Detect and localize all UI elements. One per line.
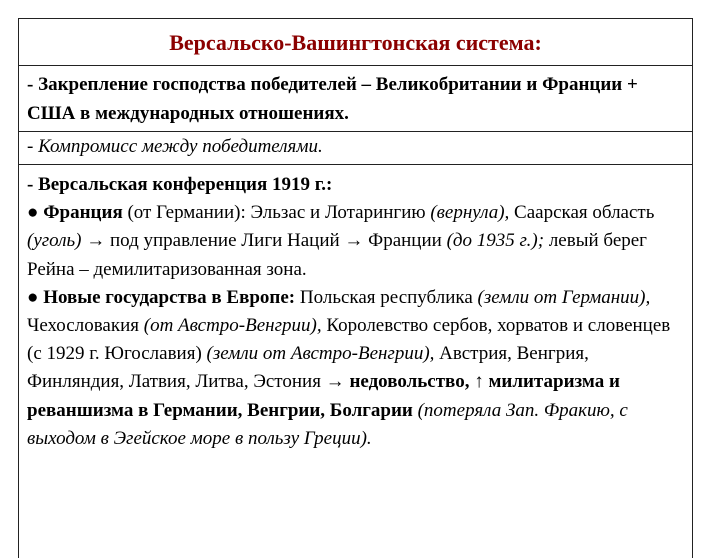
point-dominance: - Закрепление господства победителей – Великобритании и Франции + США в международных отношениях. xyxy=(19,66,692,132)
table-title: Версальско-Вашингтонская система: xyxy=(19,19,692,66)
system-table xyxy=(18,18,693,558)
versailles-heading: - Версальская конференция 1919 г.: xyxy=(27,174,333,195)
france-paragraph: ● Франция (от Германии): Эльзас и Лотарингию (вернула), Саарская область (уголь) → под управление Лиги Наций → Франции (до 1935 г.); левый берег Рейна – демилитаризованная зона. xyxy=(27,202,655,280)
france-label: ● Франция xyxy=(27,202,123,224)
new-states-label: ● Новые государства в Европе: xyxy=(27,286,296,308)
versailles-section xyxy=(19,165,692,453)
point-compromise: - Компромисс между победителями. xyxy=(19,132,692,165)
new-states-paragraph: ● Новые государства в Европе: Польская республика (земли от Германии), Чехословакия (от Австро-Венгрии), Королевство сербов, хорватов и словенцев (с 1929 г. Югославия) (земли от Австро-Венгрии), Австрия, Венгрия, Финляндия, Латвия, Литва, Эстония → недовольство, ↑ милитаризма и реваншизма в Германии, Венгрии, Болгарии (потеряла Зап. Фракию, с выходом в Эгейское море в пользу Греции). xyxy=(27,286,671,449)
